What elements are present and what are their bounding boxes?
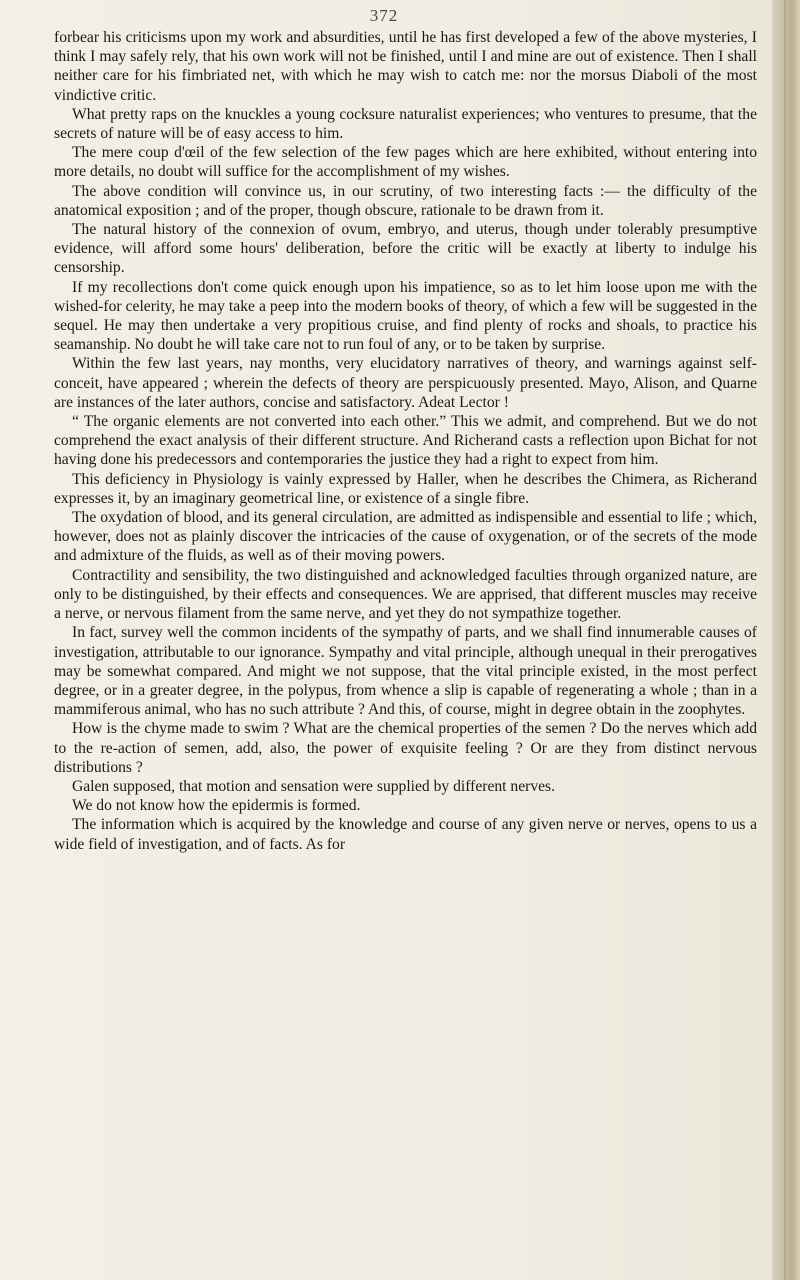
paragraph: Contractility and sensibility, the two distinguished and acknowledged faculties through organized nature, are only to be distinguished, by their effects and consequences. We are apprised, that different muscles may receive a nerve, or nervous filament from the same nerve, and yet they do not sympathize together. [54, 566, 757, 623]
paragraph: “ The organic elements are not converted into each other.” This we admit, and comprehend. But we do not comprehend the exact analysis of their different structure. And Richerand casts a reflection upon Bichat for not having done his predecessors and contemporaries the justice they had a right to expect from him. [54, 413, 757, 469]
page-number: 372 [369, 6, 399, 25]
paragraph: In fact, survey well the common incidents of the sympathy of parts, and we shall find innumerable causes of investigation, attributable to our ignorance. Sympathy and vital principle, although unequal in their prerogatives may be somewhat compared. And might we not suppose, that the vital principle existed, in the most perfect degree, or in a greater degree, in the polypus, from whence a slip is capable of regenerating a whole ; than in a mammiferous animal, who has no such attribute ? And this, of course, might in degree obtain in the zoophytes. [54, 624, 757, 719]
binding-shadow-line [784, 0, 786, 1280]
page-binding-edge [772, 0, 800, 1280]
paragraph: The information which is acquired by the knowledge and course of any given nerve or nerves, opens to us a wide field of investigation, and of facts. As for [54, 816, 757, 853]
paragraph: If my recollections don't come quick enough upon his impatience, so as to let him loose upon me with the wished-for celerity, he may take a peep into the modern books of theory, of which a few will be suggested in the sequel. He may then undertake a very propitious cruise, and find plenty of rocks and shoals, to practice his seamanship. No doubt he will take care not to run foul of any, or to be taken by surprise. [54, 278, 757, 354]
paragraph: The mere coup d'œil of the few selection of the few pages which are here exhibited, without entering into more details, no doubt will suffice for the accomplishment of my wishes. [54, 144, 757, 181]
paragraph: The above condition will convince us, in our scrutiny, of two interesting facts :— the difficulty of the anatomical exposition ; and of the proper, though obscure, rationale to be drawn from it. [54, 182, 757, 219]
paragraph: We do not know how the epidermis is formed. [72, 797, 361, 815]
paragraph: The oxydation of blood, and its general circulation, are admitted as indispensible and essential to life ; which, however, does not as plainly discover the intricacies of the cause of oxygenation, or of the secrets of the mode and admixture of the fluids, as well as of their moving powers. [54, 509, 757, 565]
paragraph: forbear his criticisms upon my work and absurdities, until he has first developed a few of the above mysteries, I think I may safely rely, that his own work will not be finished, until I and mine are out of existence. Then I shall neither care for his fimbriated net, with which he may wish to catch me: nor the morsus Diaboli of the most vindictive critic. [54, 29, 757, 104]
paragraph: What pretty raps on the knuckles a young cocksure naturalist experiences; who ventures to presume, that the secrets of nature will be of easy access to him. [54, 105, 757, 143]
paragraph: Within the few last years, nay months, very elucidatory narratives of theory, and warnings against self-conceit, have appeared ; wherein the defects of theory are perspicuously presented. Mayo, Alison, and Quarne are instances of the later authors, concise and satisfactory. Adeat Lector ! [54, 355, 757, 411]
paragraph: This deficiency in Physiology is vainly expressed by Haller, when he describes the Chimera, as Richerand expresses it, by an imaginary geometrical line, or existence of a single fibre. [54, 470, 757, 507]
paragraph: The natural history of the connexion of ovum, embryo, and uterus, though under tolerably presumptive evidence, will afford some hours' deliberation, before the critic will be exactly at liberty to indulge his censorship. [54, 221, 757, 277]
paragraph: Galen supposed, that motion and sensation were supplied by different nerves. [72, 777, 556, 795]
body-text [54, 28, 757, 854]
paragraph: How is the chyme made to swim ? What are the chemical properties of the semen ? Do the nerves which add to the re-action of semen, add, also, the power of exquisite feeling ? Or are they from distinct nervous distributions ? [54, 720, 757, 776]
